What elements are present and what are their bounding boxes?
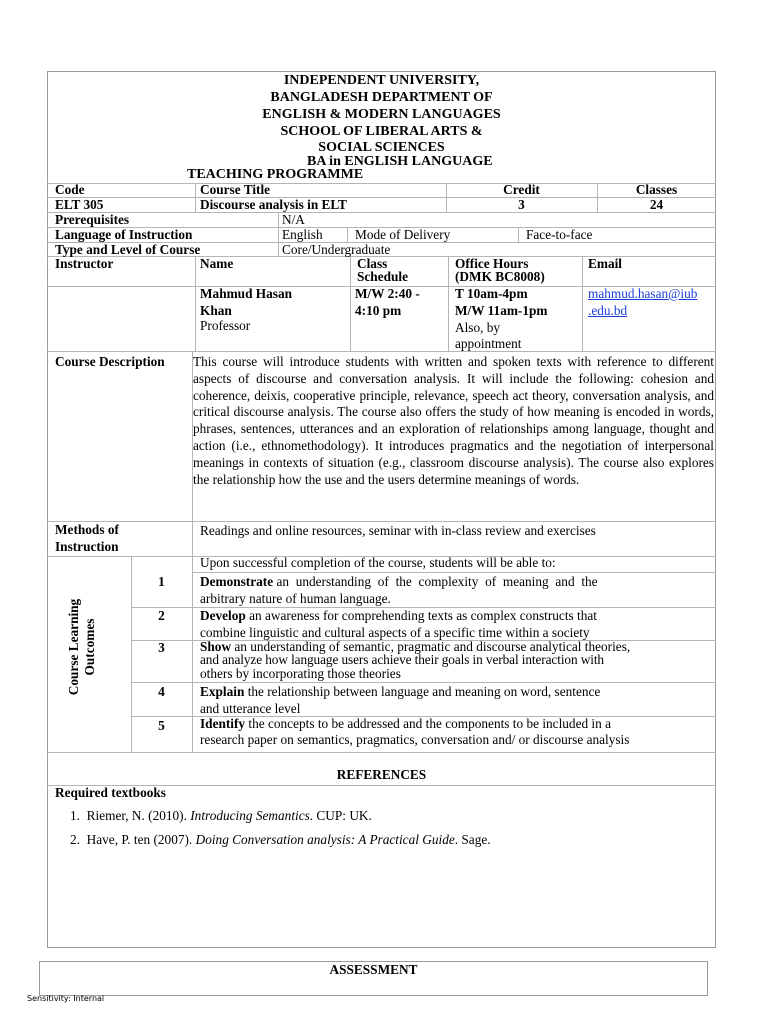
outcome-text: an understanding of semantic, pragmatic and discourse analytical theories, [234, 639, 631, 654]
office-hours-4: appointment [455, 336, 522, 351]
name-header: Name [200, 256, 234, 271]
outcome-text: the concepts to be addressed and the components to be included in a [248, 716, 612, 731]
course-type-label: Type and Level of Course [55, 242, 201, 257]
outcome-number: 5 [158, 718, 165, 733]
school-name: SCHOOL OF LIBERAL ARTS & [280, 124, 483, 139]
reference-title: Introducing Semantics [190, 808, 310, 823]
office-hours-header: Office Hours [455, 256, 529, 271]
mode-value: Face-to-face [526, 227, 593, 242]
reference-number: 2. [70, 832, 80, 847]
course-learning-outcomes-label [62, 592, 102, 702]
classes-header: Classes [635, 182, 678, 197]
methods-label: Methods of [55, 522, 119, 537]
outcome-text: an understanding of the complexity of meaning and the [276, 574, 598, 589]
outcome-text-line-2: and analyze how language users achieve their goals in verbal interaction with [200, 652, 604, 667]
office-hours-2: M/W 11am-1pm [455, 303, 548, 318]
program-subtitle: TEACHING PROGRAMME [187, 167, 364, 182]
language-label: Language of Instruction [55, 227, 193, 242]
email-header: Email [588, 256, 622, 271]
instructor-name-2: Khan [200, 303, 232, 318]
credit-header: Credit [503, 182, 540, 197]
office-hours-1: T 10am-4pm [455, 286, 528, 301]
outcome-number: 3 [158, 640, 165, 655]
outcome-number: 4 [158, 684, 165, 699]
department-name: BANGLADESH DEPARTMENT OF [270, 90, 493, 105]
outcome-number: 1 [158, 574, 165, 589]
reference-title: Doing Conversation analysis: A Practical Guide [195, 832, 455, 847]
class-schedule-2: 4:10 pm [355, 303, 402, 318]
course-classes: 24 [649, 197, 664, 212]
office-hours-location: (DMK BC8008) [455, 269, 545, 284]
required-textbooks-label: Required textbooks [55, 785, 166, 800]
outcome-verb: Demonstrate [200, 574, 274, 589]
outcome-text: the relationship between language and meaning on word, sentence [247, 684, 601, 699]
class-schedule-header: Class [357, 256, 388, 271]
outcome-verb: Explain [200, 684, 245, 699]
instructor-title: Professor [200, 318, 251, 333]
outcome-text-line-2: combine linguistic and cultural aspects of a specific time within a society [200, 625, 590, 640]
reference-publisher: . Sage. [454, 832, 491, 847]
university-name: INDEPENDENT UNIVERSITY, [283, 73, 480, 88]
class-schedule-header-2: Schedule [357, 269, 408, 284]
outcome-text-line-3: others by incorporating those theories [200, 666, 401, 681]
instructor-email[interactable]: mahmud.hasan@iub [588, 286, 698, 301]
methods-label-2: Instruction [55, 539, 119, 554]
course-description-label: Course Description [55, 354, 165, 369]
department-name-2: ENGLISH & MODERN LANGUAGES [262, 107, 501, 122]
code-header: Code [55, 182, 85, 197]
clo-label-line-2: Outcomes [82, 618, 97, 676]
outcome-text-line-2: arbitrary nature of human language. [200, 591, 391, 606]
outcome-text-line-2: research paper on semantics, pragmatics, conversation and/ or discourse analysis [200, 732, 630, 747]
mode-label: Mode of Delivery [355, 227, 451, 242]
course-title: Discourse analysis in ELT [200, 197, 347, 212]
course-description-text: This course will introduce students with written and spoken texts with reference to different aspects of discourse and conversation analysis. It will include the following: cohesion and coherence, deixis, cooperative principle, relevance, speech act theory, conversation analysis, and critical discourse analysis. The course also offers the study of how meaning is encoded in words, phrases, sentences, utterances and an exploration of relationships among language, thought and action (i.e., ethnomethodology). It introduces pragmatics and the negotiation of interpersonal meanings in contexts of situation (e.g., classroom discourse analysis). The course also explores the relationship how the use and the users determine meanings of words. [193, 354, 714, 487]
program-name: BA in ENGLISH LANGUAGE [307, 154, 493, 169]
clo-label-line-1: Course Learning [66, 598, 81, 696]
outcome-text-line-2: and utterance level [200, 701, 301, 716]
instructor-label: Instructor [55, 256, 114, 271]
references-heading: REFERENCES [336, 767, 427, 782]
outcomes-intro: Upon successful completion of the course, students will be able to: [200, 555, 556, 570]
outcome-text: an awareness for comprehending texts as complex constructs that [249, 608, 597, 623]
assessment-heading: ASSESSMENT [329, 962, 418, 977]
outcome-verb: Identify [200, 716, 246, 731]
class-schedule: M/W 2:40 - [355, 286, 420, 301]
course-type-value: Core/Undergraduate [282, 242, 391, 257]
outcome-verb: Develop [200, 608, 246, 623]
reference-item [70, 830, 670, 854]
prerequisites-value: N/A [282, 212, 305, 227]
outcome-item [200, 716, 611, 732]
course-credit: 3 [518, 197, 525, 212]
reference-author: Have, P. ten (2007). [86, 832, 193, 847]
reference-author: Riemer, N. (2010). [86, 808, 187, 823]
school-name-2: SOCIAL SCIENCES [318, 140, 445, 155]
methods-text: Readings and online resources, seminar with in-class review and exercises [200, 523, 596, 538]
outcome-item [200, 608, 597, 624]
sensitivity-label: Sensitivity: Internal [27, 994, 105, 1003]
reference-list [70, 806, 670, 854]
course-title-header: Course Title [200, 182, 271, 197]
prerequisites-label: Prerequisites [55, 212, 130, 227]
outcome-item [200, 684, 600, 700]
course-code: ELT 305 [55, 197, 104, 212]
instructor-name: Mahmud Hasan [200, 286, 292, 301]
reference-publisher: . CUP: UK. [309, 808, 372, 823]
reference-number: 1. [70, 808, 80, 823]
reference-item [70, 806, 670, 830]
language-value: English [282, 227, 323, 242]
instructor-email-2[interactable]: .edu.bd [588, 303, 628, 318]
outcome-item [200, 574, 672, 590]
office-hours-3: Also, by [455, 320, 501, 335]
outcome-number: 2 [158, 608, 165, 623]
outcome-verb: Show [200, 639, 232, 654]
